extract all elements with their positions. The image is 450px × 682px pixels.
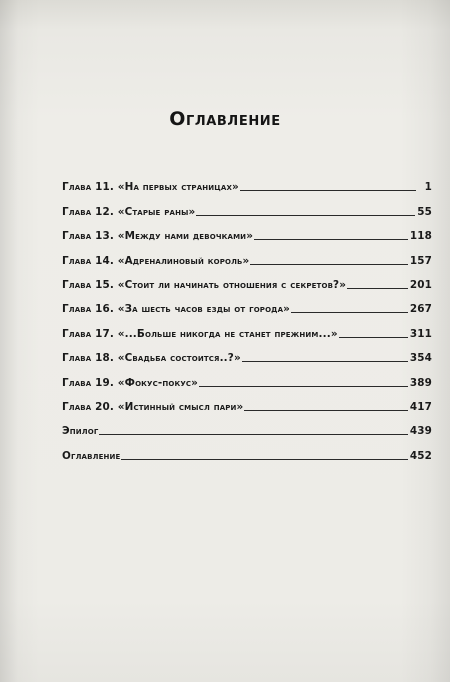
toc-leader-line — [99, 434, 407, 435]
toc-leader-line — [254, 239, 408, 240]
toc-entry-page: 311 — [409, 327, 432, 340]
toc-entry-page: 267 — [409, 303, 432, 316]
toc-entry-label: Глава 15. «Стоит ли начинать отношения с секретов?» — [62, 278, 347, 291]
toc-leader-line — [121, 459, 407, 460]
toc-entry-label: Глава 19. «Фокус-покус» — [62, 376, 199, 389]
toc-entry-label: Глава 14. «Адреналиновый король» — [62, 254, 250, 267]
toc-entry-label: Глава 13. «Между нами девочками» — [62, 230, 254, 243]
toc-entry-page: 55 — [417, 205, 432, 218]
toc-entry-page: 452 — [409, 449, 432, 462]
toc-entry-page: 1 — [424, 181, 432, 194]
toc-entry-label: Глава 20. «Истинный смысл пари» — [62, 400, 244, 413]
toc-entry-chapter-18 — [62, 341, 432, 365]
toc-entry-epilogue — [62, 414, 432, 438]
toc-entry-label: Эпилог — [62, 425, 99, 438]
toc-title: Оглавление — [169, 108, 281, 130]
toc-entry-page: 389 — [409, 376, 432, 389]
toc-entry-chapter-17 — [62, 316, 432, 340]
toc-leader-line — [347, 288, 408, 289]
toc-leader-line — [242, 361, 408, 362]
toc-entry-page: 201 — [409, 278, 432, 291]
toc-entry-label: Глава 11. «На первых страницах» — [62, 181, 239, 194]
toc-entry-label: Глава 16. «За шесть часов езды от города» — [62, 303, 290, 316]
toc-entry-chapter-19 — [62, 365, 432, 389]
toc-entry-page: 118 — [409, 230, 432, 243]
toc-leader-line — [339, 337, 408, 338]
toc-entry-label: Глава 18. «Свадьба состоится..?» — [62, 352, 241, 365]
toc-entry-page: 439 — [409, 425, 432, 438]
toc-entry-chapter-13 — [62, 219, 432, 243]
toc-entry-page: 157 — [409, 254, 432, 267]
toc-leader-line — [291, 312, 408, 313]
toc-entry-label: Глава 12. «Старые раны» — [62, 205, 196, 218]
toc-entry-chapter-20 — [62, 390, 432, 414]
toc-leader-line — [250, 264, 407, 265]
toc-leader-line — [199, 386, 408, 387]
toc-entry-label: Оглавление — [62, 449, 121, 462]
toc-entry-chapter-14 — [62, 243, 432, 267]
toc-entry-contents — [62, 438, 432, 462]
toc-entry-chapter-12 — [62, 194, 432, 218]
toc-leader-line — [240, 190, 416, 191]
toc-entry-label: Глава 17. «...Больше никогда не станет прежним...» — [62, 327, 338, 340]
table-of-contents — [62, 170, 432, 463]
toc-leader-line — [244, 410, 407, 411]
toc-entry-page: 354 — [409, 352, 432, 365]
toc-entry-chapter-11 — [62, 170, 432, 194]
toc-leader-line — [196, 215, 415, 216]
toc-entry-chapter-15 — [62, 268, 432, 292]
toc-entry-chapter-16 — [62, 292, 432, 316]
toc-entry-page: 417 — [409, 400, 432, 413]
